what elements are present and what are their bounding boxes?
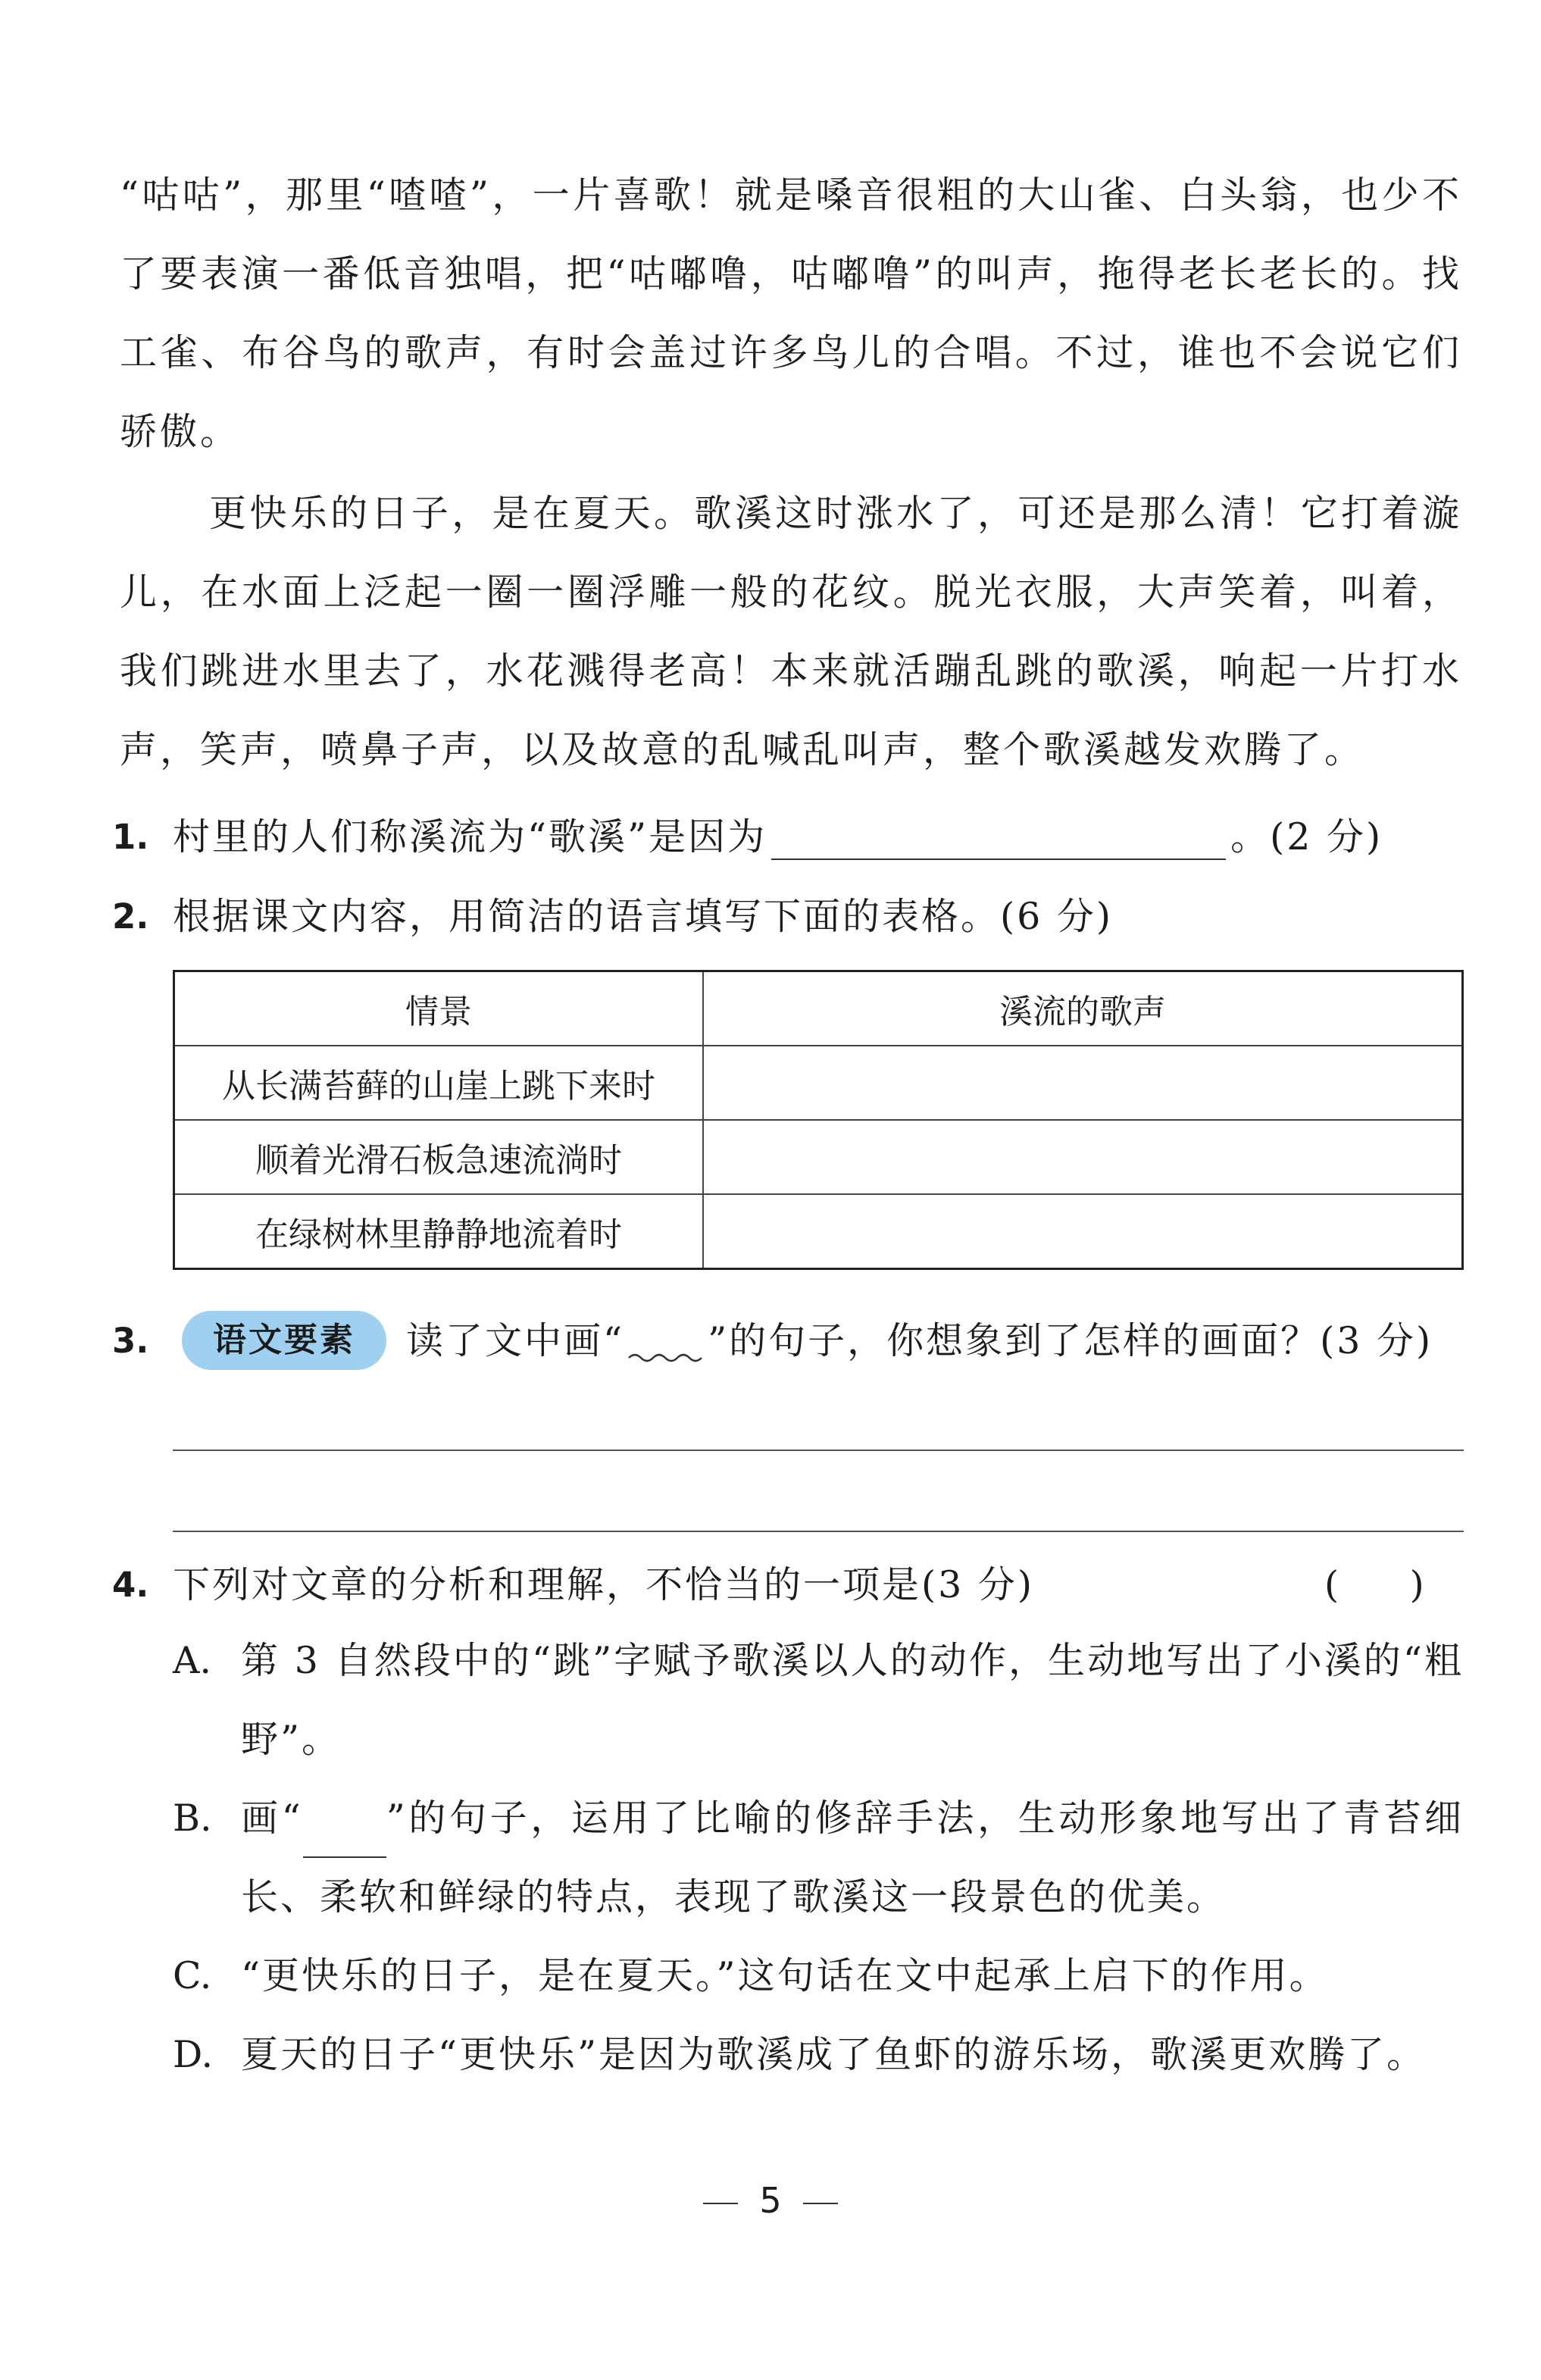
question-1-number: 1.	[112, 817, 149, 857]
table-header-scene: 情景	[174, 971, 704, 1046]
question-3-prompt-end: ”的句子，你想象到了怎样的画面？(3 分)	[708, 1319, 1433, 1362]
passage-paragraph-1: “咕咕”，那里“喳喳”，一片喜歌！就是嗓音很粗的大山雀、白头翁，也少不了要表演一番低音独唱，把“咕嘟噜，咕嘟噜”的叫声，拖得老长老长的。找工雀、布谷鸟的歌声，有时会盖过许多鸟儿的合唱。不过，谁也不会说它们骄傲。	[120, 174, 1462, 453]
question-4-text: 下列对文章的分析和理解，不恰当的一项是(3 分)	[173, 1563, 1034, 1606]
option-c-text: “更快乐的日子，是在夏天。”这句话在文中起承上启下的作用。	[241, 1954, 1329, 1997]
table-row	[174, 1194, 1463, 1269]
question-3-text	[406, 1318, 1433, 1364]
chinese-elements-tag: 语文要素	[182, 1311, 386, 1370]
question-3-number: 3.	[112, 1321, 149, 1361]
wavy-line-icon	[624, 1326, 708, 1364]
wavy-underline-mark	[624, 1326, 708, 1364]
passage-paragraph-2: 更快乐的日子，是在夏天。歌溪这时涨水了，可还是那么清！它打着漩儿，在水面上泛起一圈一圈浮雕一般的花纹。脱光衣服，大声笑着，叫着，我们跳进水里去了，水花溅得老高！本来就活蹦乱跳的歌溪，响起一片打水声，笑声，喷鼻子声，以及故意的乱喊乱叫声，整个歌溪越发欢腾了。	[120, 492, 1462, 771]
question-1-prompt: 村里的人们称溪流为“歌溪”是因为	[173, 815, 767, 858]
table-row	[174, 1046, 1463, 1120]
option-d-label: D.	[173, 2033, 214, 2076]
straight-underline-mark	[303, 1819, 386, 1858]
option-c-label: C.	[173, 1954, 212, 1997]
question-1-answer-blank[interactable]	[771, 822, 1226, 860]
table-cell-scene: 从长满苔藓的山崖上跳下来时	[174, 1046, 704, 1120]
table-cell-scene: 顺着光滑石板急速流淌时	[174, 1120, 704, 1194]
answer-line-2[interactable]	[173, 1531, 1464, 1532]
table-header-sound: 溪流的歌声	[703, 971, 1463, 1046]
option-b-text-end: ”的句子，运用了比喻的修辞手法，生动形象地写出了青苔细长、柔软和鲜绿的特点，表现了歌溪这一段景色的优美。	[241, 1797, 1464, 1919]
option-a-label: A.	[173, 1639, 211, 1682]
page-number: 5	[759, 2180, 782, 2221]
table-cell-answer[interactable]	[703, 1120, 1463, 1194]
question-1-score: 。(2 分)	[1230, 815, 1383, 858]
page-footer	[0, 2178, 1541, 2223]
option-d-text: 夏天的日子“更快乐”是因为歌溪成了鱼虾的游乐场，歌溪更欢腾了。	[241, 2033, 1427, 2076]
option-a-text: 第 3 自然段中的“跳”字赋予歌溪以人的动作，生动地写出了小溪的“粗野”。	[241, 1639, 1464, 1761]
question-4-number: 4.	[112, 1565, 149, 1605]
option-b-label: B.	[173, 1797, 212, 1840]
answer-line-1[interactable]	[173, 1450, 1464, 1451]
table-cell-answer[interactable]	[703, 1046, 1463, 1120]
table-cell-answer[interactable]	[703, 1194, 1463, 1269]
option-b-text	[241, 1779, 1464, 1937]
footer-dash-right	[803, 2203, 838, 2204]
question-1-text	[173, 815, 1383, 860]
scene-sound-table	[173, 970, 1464, 1270]
footer-dash-left	[703, 2203, 738, 2204]
question-2-number: 2.	[112, 896, 149, 937]
table-row	[174, 1120, 1463, 1194]
table-cell-scene: 在绿树林里静静地流着时	[174, 1194, 704, 1269]
option-b-text-start: 画“	[241, 1797, 303, 1840]
table-header-row	[174, 971, 1463, 1046]
question-3-prompt-start: 读了文中画“	[406, 1319, 625, 1362]
question-2-text: 根据课文内容，用简洁的语言填写下面的表格。(6 分)	[173, 895, 1113, 938]
answer-parentheses[interactable]: ( )	[1324, 1563, 1424, 1606]
